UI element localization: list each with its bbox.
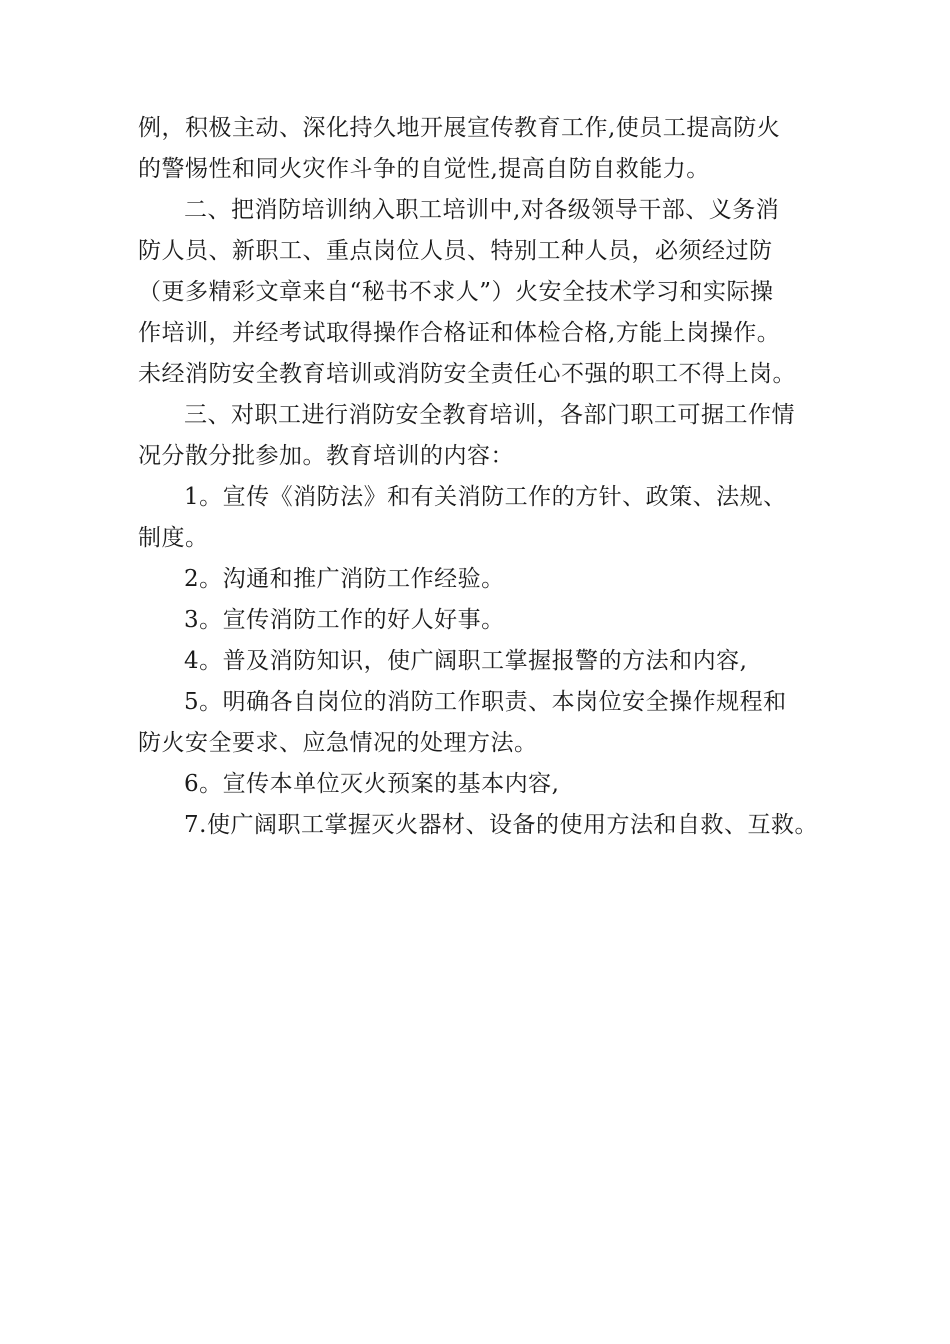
- document-body: [138, 108, 818, 846]
- text-line: 7.使广阔职工掌握灭火器材、设备的使用方法和自救、互救。: [184, 812, 818, 838]
- text-line: 的警惕性和同火灾作斗争的自觉性,提高自防自救能力。: [138, 156, 710, 182]
- text-line: 二、把消防培训纳入职工培训中,对各级领导干部、义务消: [184, 197, 780, 223]
- text-line: 况分散分批参加。教育培训的内容：: [138, 443, 514, 469]
- text-line: 制度。: [138, 525, 209, 551]
- text-line: 1。宣传《消防法》和有关消防工作的方针、政策、法规、: [184, 484, 787, 510]
- text-line: 防火安全要求、应急情况的处理方法。: [138, 730, 538, 756]
- text-line: 3。宣传消防工作的好人好事。: [184, 607, 505, 633]
- paragraph-training-integration: [138, 190, 818, 395]
- list-item-6: [138, 764, 818, 805]
- list-item-4: [138, 641, 818, 682]
- text-line: 三、对职工进行消防安全教育培训，各部门职工可据工作情: [184, 402, 795, 428]
- text-line: 未经消防安全教育培训或消防安全责任心不强的职工不得上岗。: [138, 361, 796, 387]
- text-line: 作培训，并经考试取得操作合格证和体检合格,方能上岗操作。: [138, 320, 781, 346]
- text-line: 2。沟通和推广消防工作经验。: [184, 566, 505, 592]
- text-line: （更多精彩文章来自“秘书不求人”）火安全技术学习和实际操: [138, 279, 774, 305]
- text-line: 防人员、新职工、重点岗位人员、特别工种人员，必须经过防: [138, 238, 773, 264]
- list-item-7: [138, 805, 818, 846]
- list-item-2: [138, 559, 818, 600]
- list-item-3: [138, 600, 818, 641]
- text-line: 5。明确各自岗位的消防工作职责、本岗位安全操作规程和: [184, 689, 787, 715]
- paragraph-continuation: [138, 108, 818, 190]
- text-line: 4。普及消防知识，使广阔职工掌握报警的方法和内容,: [184, 648, 748, 674]
- paragraph-training-content-intro: [138, 395, 818, 477]
- text-line: 例，积极主动、深化持久地开展宣传教育工作,使员工提高防火: [138, 115, 781, 141]
- list-item-5: [138, 682, 818, 764]
- text-line: 6。宣传本单位灭火预案的基本内容,: [184, 771, 560, 797]
- list-item-1: [138, 477, 818, 559]
